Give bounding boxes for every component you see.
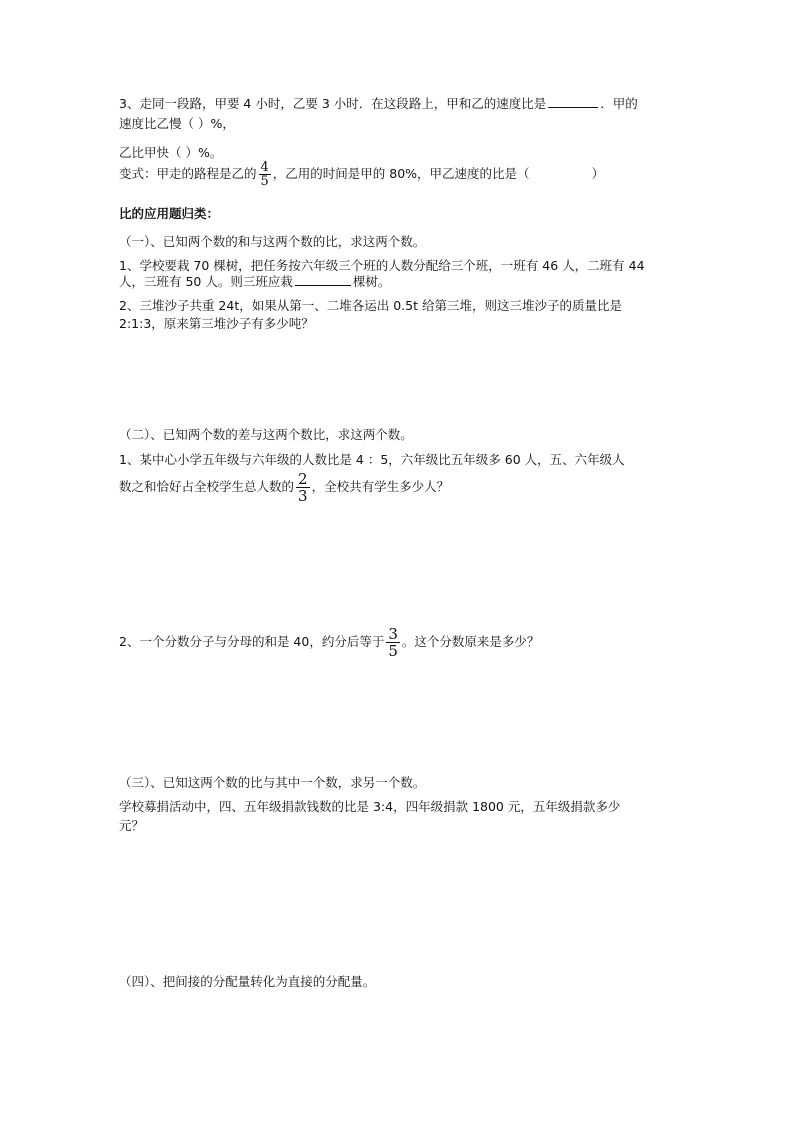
q3-variant-text-a: 变式：甲走的路程是乙的 <box>119 166 257 181</box>
part1-p1-line-1: 1、学校要栽 70 棵树，把任务按六年级三个班的人数分配给三个班，一班有 46 人，二班有 44 <box>119 258 645 273</box>
part1-heading: （一）、已知两个数的和与这两个数的比，求这两个数。 <box>119 234 426 249</box>
part3-p1-line-1: 学校募捐活动中，四、五年级捐款钱数的比是 3:4，四年级捐款 1800 元，五年级捐款多少 <box>119 799 621 814</box>
q3-variant-text-b: ，乙用的时间是甲的 80%，甲乙速度的比是（ <box>272 166 530 181</box>
q3-line-1 <box>119 96 679 112</box>
q3-text-b: ．甲的 <box>600 96 638 111</box>
part1-p1-text-a: 人，三班有 50 人。则三班应栽 <box>119 274 293 289</box>
q3-line-2: 速度比乙慢（ ）%， <box>119 116 235 131</box>
part2-p2-text-a: 2、一个分数分子与分母的和是 40，约分后等于 <box>119 634 385 649</box>
part2-heading: （二）、已知两个数的差与这两个数比，求这两个数。 <box>119 427 413 442</box>
part2-p1-text-b: ，全校共有学生多少人？ <box>311 479 450 494</box>
part1-p2-line-1: 2、三堆沙子共重 24t，如果从第一、二堆各运出 0.5t 给第三堆，则这三堆沙子的质量比是 <box>119 298 622 313</box>
fraction-two-thirds: $\frac{2}{3}$ <box>298 470 308 505</box>
q3-variant-text-c: ） <box>591 166 605 181</box>
q3-text-a: 3、走同一段路，甲要 4 小时，乙要 3 小时．在这段路上，甲和乙的速度比是 <box>119 96 547 111</box>
q3-variant <box>119 161 679 188</box>
part1-p2-line-2: 2:1:3，原来第三堆沙子有多少吨？ <box>119 316 314 331</box>
part3-p1-line-2: 元？ <box>119 818 145 833</box>
part1-p1-line-2 <box>119 274 679 290</box>
section-title: 比的应用题归类： <box>119 206 220 221</box>
fraction-three-fifths: $\frac{3}{5}$ <box>388 625 398 660</box>
part1-answer-blank <box>295 274 351 286</box>
q3-answer-blank <box>548 96 598 108</box>
part2-p2-text-b: 。这个分数原来是多少？ <box>401 634 540 649</box>
part4-heading: （四）、把间接的分配量转化为直接的分配量。 <box>119 974 376 989</box>
part2-p1-line-1: 1、某中心小学五年级与六年级的人数比是 4 ：5，六年级比五年级多 60 人，五、六年级人 <box>119 452 625 467</box>
part2-p1-text-a: 数之和恰好占全校学生总人数的 <box>119 479 295 494</box>
fraction-four-fifths: $\frac{4}{5}$ <box>260 160 269 189</box>
part2-p1-line-2 <box>119 471 679 504</box>
part3-heading: （三）、已知这两个数的比与其中一个数，求另一个数。 <box>119 775 426 790</box>
part1-p1-text-b: 棵树。 <box>352 274 391 289</box>
part2-p2-line <box>119 626 679 659</box>
q3-line-3: 乙比甲快（ ）%。 <box>119 145 223 160</box>
